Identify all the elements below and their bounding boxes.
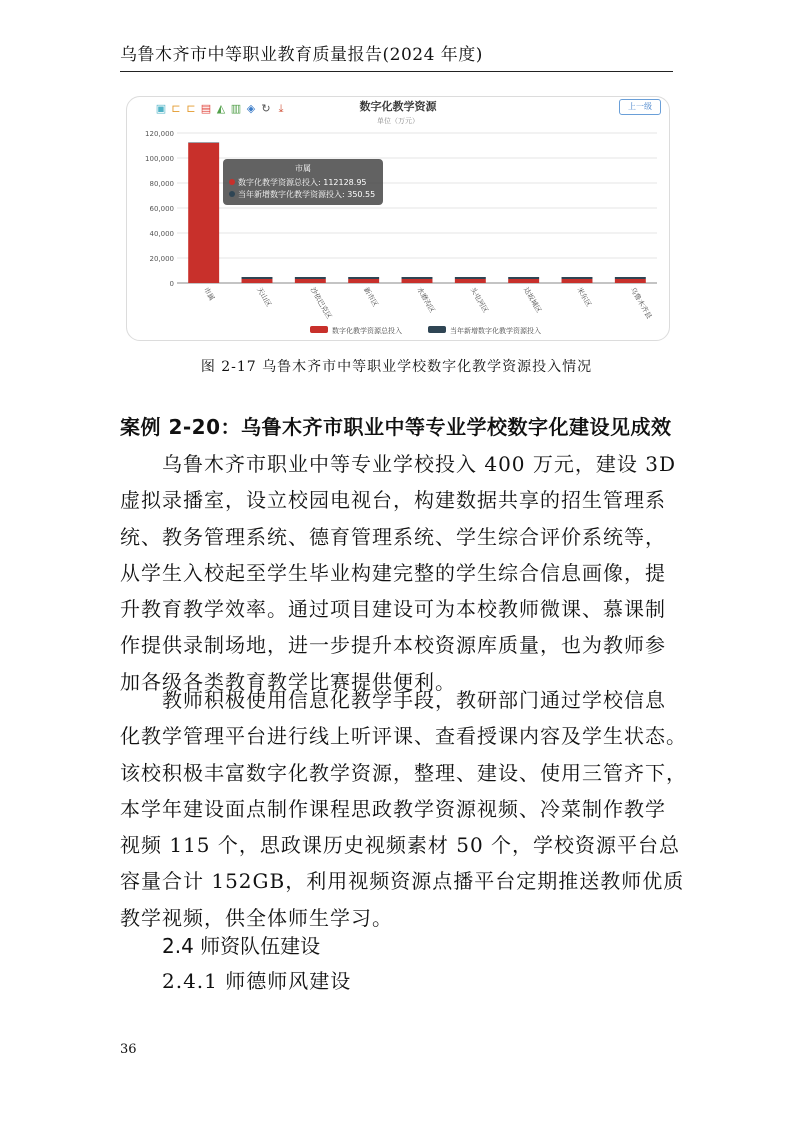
tooltip-row: 数字化教学资源总投入: 112128.95 (229, 177, 377, 189)
legend-label: 数字化教学资源总投入 (332, 327, 402, 335)
y-tick-label: 100,000 (145, 155, 174, 163)
bar-segment (242, 277, 273, 279)
x-tick-label: 水磨沟区 (415, 286, 437, 315)
bar-segment (402, 279, 433, 283)
chart-tooltip (223, 159, 383, 205)
bar-segment (562, 277, 593, 279)
figure-caption: 图 2-17 乌鲁木齐市中等职业学校数字化教学资源投入情况 (200, 359, 593, 375)
x-tick-label: 乌鲁木齐县 (628, 286, 654, 321)
x-tick-label: 沙依巴克区 (308, 286, 334, 321)
y-tick-label: 120,000 (145, 130, 174, 138)
page-header: 乌鲁木齐市中等职业教育质量报告(2024 年度) (120, 40, 673, 72)
chart-toolbar (155, 103, 287, 115)
bar-segment (615, 279, 646, 283)
chart-title: 数字化教学资源 (359, 100, 437, 113)
text-line: 本学年建设面点制作课程思政教学资源视频、冷菜制作教学 (120, 796, 666, 821)
text-line: 化教学管理平台进行线上听评课、查看授课内容及学生状态。 (120, 724, 687, 749)
text-line: 作提供录制场地，进一步提升本校资源库质量，也为教师参 (120, 633, 666, 658)
text-line: 容量合计 152GB，利用视频资源点播平台定期推送教师优质 (120, 869, 685, 894)
bar-segment (402, 277, 433, 279)
text-line: 虚拟录播室，设立校园电视台，构建数据共享的招生管理系 (120, 488, 666, 513)
y-tick-label: 20,000 (149, 255, 174, 263)
area-chart-icon[interactable]: ◭ (216, 102, 226, 115)
text-line: 教师积极使用信息化教学手段，教研部门通过学校信息 (120, 688, 666, 712)
text-line: 从学生入校起至学生毕业构建完整的学生综合信息画像，提 (120, 560, 666, 585)
x-tick-label: 米东区 (575, 286, 593, 309)
x-tick-label: 达坂城区 (521, 286, 543, 315)
tooltip-title: 市属 (295, 164, 311, 173)
y-tick-label: 80,000 (149, 180, 174, 188)
section-heading: 2.4 师资队伍建设 (162, 934, 321, 958)
bar-chart (127, 97, 669, 340)
y-tick-label: 40,000 (149, 230, 174, 238)
text-line: 升教育教学效率。通过项目建设可为本校教师微课、慕课制 (120, 597, 666, 622)
bar-segment (348, 279, 379, 283)
bar-segment (348, 277, 379, 279)
data-view-icon[interactable]: ▤ (200, 102, 212, 115)
text-line: 视频 115 个，思政课历史视频素材 50 个，学校资源平台总 (120, 833, 681, 858)
text-line: 该校积极丰富数字化教学资源，整理、建设、使用三管齐下， (120, 760, 687, 785)
line-chart-icon[interactable]: ⊏ (171, 102, 181, 115)
tiled-icon[interactable]: ◈ (246, 102, 256, 115)
chart-subtitle: 单位（万元） (377, 117, 419, 125)
text-line: 乌鲁木齐市职业中等专业学校投入 400 万元，建设 3D (120, 452, 677, 476)
legend-swatch (310, 326, 328, 333)
x-tick-label: 天山区 (255, 286, 273, 309)
bar-segment (242, 279, 273, 283)
bar-segment (508, 277, 539, 279)
paragraph-2 (120, 682, 687, 936)
bar-segment (615, 277, 646, 279)
bar-segment (562, 279, 593, 283)
image-icon[interactable]: ▣ (155, 102, 167, 115)
paragraph-1 (120, 446, 680, 700)
chart-container (126, 96, 670, 341)
bar-segment (508, 279, 539, 283)
page-number: 36 (120, 1042, 137, 1057)
up-level-button[interactable]: 上一级 (619, 99, 661, 115)
text-line: 教学视频，供全体师生学习。 (120, 905, 393, 930)
case-title: 案例 2-20：乌鲁木齐市职业中等专业学校数字化建设见成效 (120, 415, 672, 439)
x-tick-label: 新市区 (361, 286, 380, 309)
text-line: 统、教务管理系统、德育管理系统、学生综合评价系统等， (120, 524, 666, 549)
text-line: 加各级各类教育教学比赛提供便利。 (120, 669, 456, 694)
subsection-heading: 2.4.1 师德师风建设 (162, 969, 352, 993)
bar-segment (455, 277, 486, 279)
tooltip-row: 当年新增数字化教学资源投入: 350.55 (229, 189, 377, 201)
bar-segment (455, 279, 486, 283)
download-icon[interactable]: ⤓ (278, 102, 284, 115)
y-tick-label: 60,000 (149, 205, 174, 213)
bar-chart-icon[interactable]: ⊏ (186, 102, 196, 115)
bar-segment (295, 277, 326, 279)
x-tick-label: 市属 (201, 286, 216, 303)
stack-icon[interactable]: ▥ (230, 102, 242, 115)
legend-label: 当年新增数字化教学资源投入 (450, 327, 541, 335)
refresh-icon[interactable]: ↻ (261, 102, 271, 115)
bar-segment (188, 143, 219, 283)
x-tick-label: 头屯河区 (468, 286, 490, 315)
bar-segment (295, 279, 326, 283)
y-tick-label: 0 (169, 280, 174, 288)
legend-swatch (428, 326, 446, 333)
